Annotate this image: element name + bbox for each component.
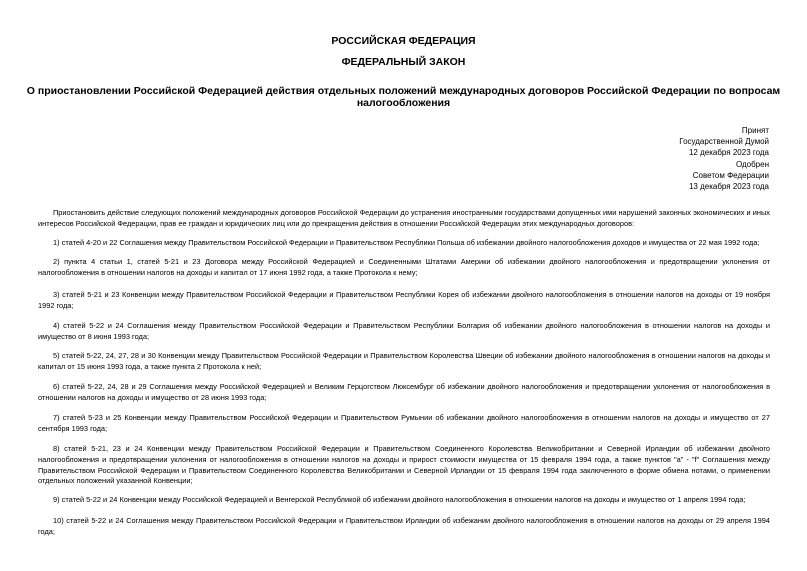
adoption-line: Принят (741, 126, 769, 135)
intro-paragraph: Приостановить действие следующих положений международных договоров Российской Федерации до устранения иностранными государствами допущенных ими нарушений законных экономических и иных интересов Российской Федерации, прав ее граждан и юридических лиц или до прекращения действия в отношении Российской Федерации этих международных договоров: (38, 208, 770, 228)
list-item: 9) статей 5-22 и 24 Конвенции между Российской Федерацией и Венгерской Республикой об избежании двойного налогообложения в отношении налогов на доходы и имущество от 1 апреля 1994 года; (53, 495, 746, 504)
list-item: 2) пункта 4 статьи 1, статей 5-21 и 23 Договора между Российской Федерацией и Соединенными Штатами Америки об избежании двойного налогообложения и предотвращении уклонения от налогообложения в отношении налогов на доходы и капитал от 17 июня 1992 года, а также Протокола к нему; (38, 257, 770, 277)
adoption-line: Советом Федерации (692, 170, 769, 180)
adoption-line: Одобрен (735, 159, 769, 169)
list-item: 6) статей 5-22, 24, 28 и 29 Соглашения между Российской Федерацией и Великим Герцогством Люксембург об избежании двойного налогообложения и предотвращении уклонения от налогообложения в отношении налогов на доходы и имущество от 28 июня 1993 года; (38, 382, 770, 402)
list-item: 7) статей 5-23 и 25 Конвенции между Правительством Российской Федерации и Правительством Румынии об избежании двойного налогообложения в отношении налогов на доходы и имущество от 27 сентября 1993 года; (38, 413, 770, 433)
country-heading: РОССИЙСКАЯ ФЕДЕРАЦИЯ (331, 35, 476, 47)
list-item: 10) статей 5-22 и 24 Соглашения между Правительством Российской Федерации и Правительством Ирландии об избежании двойного налогообложения в отношении налогов на доходы от 29 апреля 1994 года; (38, 516, 770, 536)
law-title: О приостановлении Российской Федерацией действия отдельных положений международных договоров Российской Федерации по вопросам налогообложения (26, 85, 781, 109)
adoption-line: Государственной Думой (679, 137, 769, 147)
list-item: 8) статей 5-21, 23 и 24 Конвенции между Правительством Российской Федерации и Правительством Соединенного Королевства Великобритании и Северной Ирландии об избежании двойного налогообложения и предотвращении уклонения от налогообложения в отношении налогов на доходы и прирост стоимости имущества от 15 февраля 1994 года, а также пунктов "a" - "f" Соглашения между Правительством Российской Федерации и Правительством Соединенного Королевства Великобритании и Северной Ирландии от 15 февраля 1994 года заключенного в форме обмена нотами, о применении отдельных положений указанной Конвенции; (38, 444, 770, 486)
list-item: 5) статей 5-22, 24, 27, 28 и 30 Конвенции между Правительством Российской Федерации и Правительством Королевства Швеции об избежании двойного налогообложения в отношении налогов на доходы и капитал от 15 июня 1993 года, а также пункта 2 Протокола к ней; (38, 351, 770, 371)
adoption-line: 12 декабря 2023 года (688, 148, 769, 158)
document-type-heading: ФЕДЕРАЛЬНЫЙ ЗАКОН (341, 56, 466, 68)
list-item: 3) статей 5-21 и 23 Конвенции между Правительством Российской Федерации и Правительством Республики Корея об избежании двойного налогообложения в отношении налогов на доходы от 19 ноября 1992 года; (38, 290, 770, 310)
list-item: 1) статей 4-20 и 22 Соглашения между Правительством Российской Федерации и Правительством Республики Польша об избежании двойного налогообложения доходов и имущества от 22 мая 1992 года; (53, 238, 760, 247)
adoption-line: 13 декабря 2023 года (688, 182, 769, 192)
list-item: 4) статей 5-22 и 24 Соглашения между Правительством Российской Федерации и Правительством Республики Болгария об избежании двойного налогообложения в отношении налогов на доходы и имущество от 8 июня 1993 года; (38, 321, 770, 341)
adoption-block (679, 125, 769, 192)
